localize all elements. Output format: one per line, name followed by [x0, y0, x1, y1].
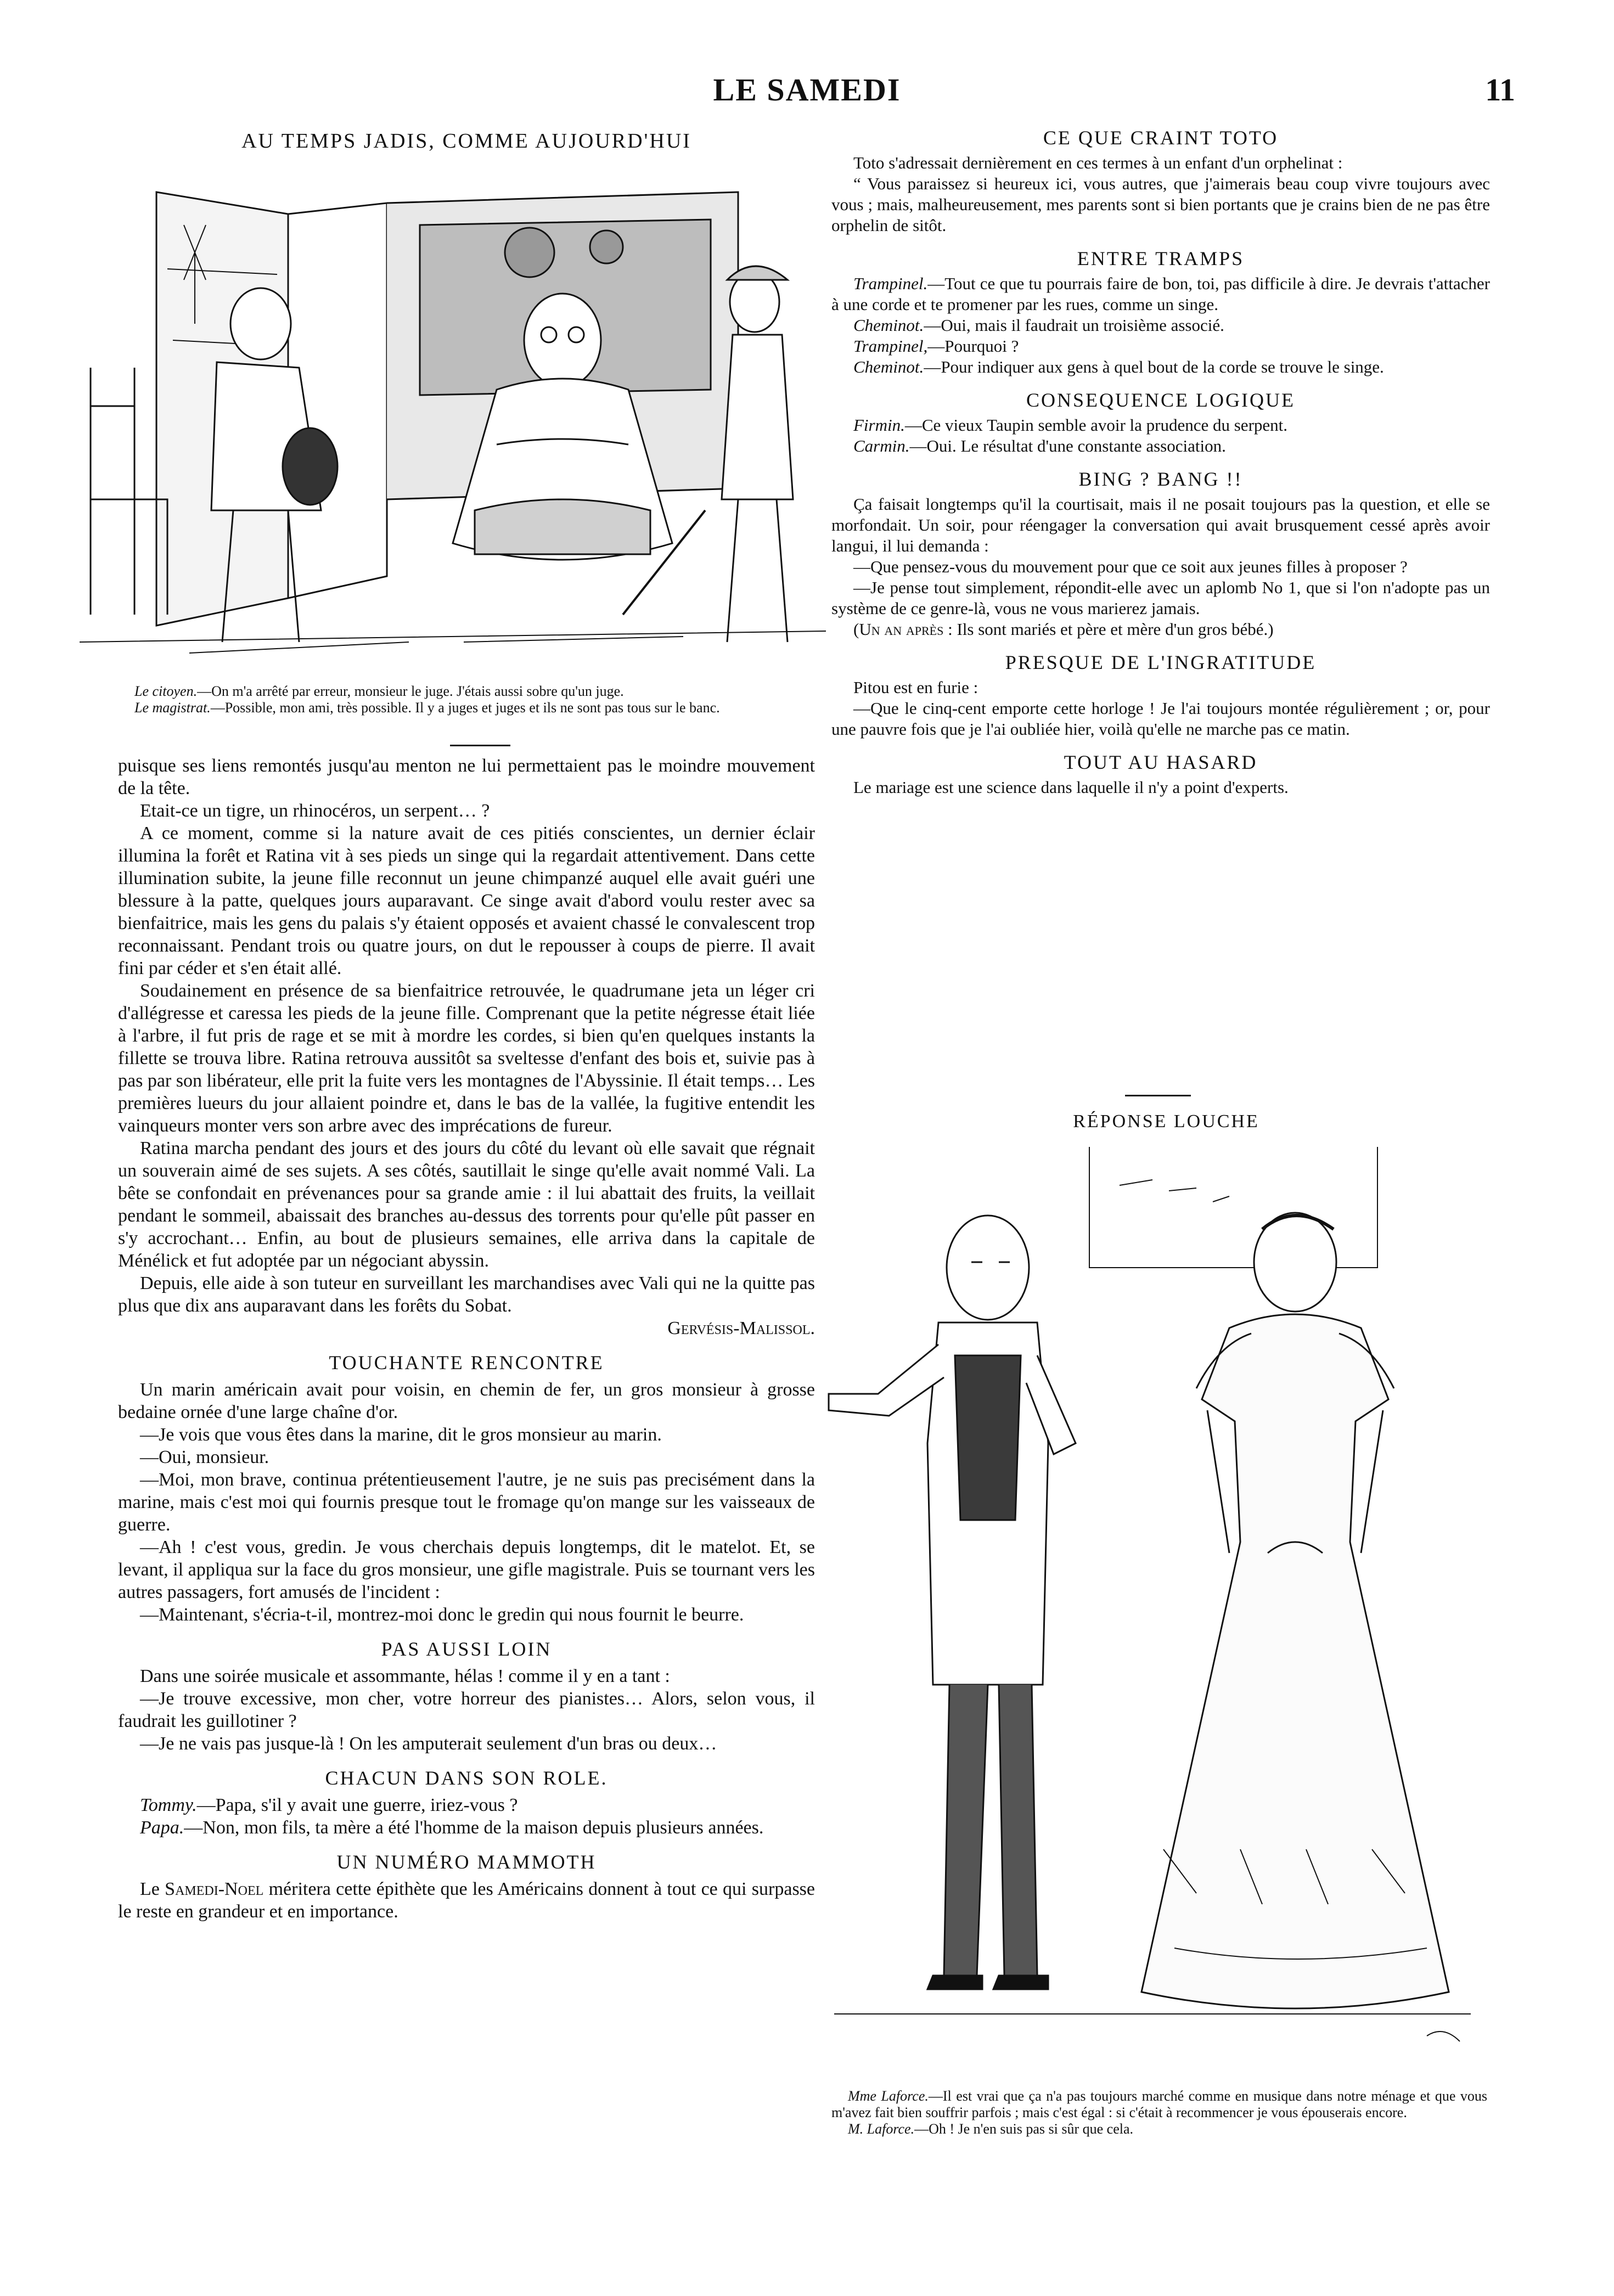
page-number: 11 [1485, 72, 1515, 108]
small-caps-text: Un an après [859, 620, 944, 639]
dialogue-text: —Pour indiquer aux gens à quel bout de la corde se trouve le singe. [924, 357, 1384, 376]
text-fragment: : Ils sont mariés et père et mère d'un gros bébé.) [948, 620, 1274, 639]
caption-line-m-laforce: —Oh ! Je n'en suis pas si sûr que cela. [914, 2121, 1134, 2137]
caption-line-mme-laforce: —Il est vrai que ça n'a pas toujours marché comme en musique dans notre ménage et que vous m'avez fait bien souffrir parfois ; mais c'est égal : si c'était à recommencer je vous épouserais encore. [831, 2088, 1487, 2120]
dialogue-line [118, 1816, 815, 1839]
speaker-papa: Papa. [140, 1817, 184, 1838]
speaker-trampinel: Trampinel, [853, 336, 928, 356]
article-paragraph: —Que pensez-vous du mouvement pour que ce soit aux jeunes filles à proposer ? [853, 557, 1408, 576]
article-paragraph: —Je pense tout simplement, répondit-elle avec un aplomb No 1, que si l'on n'adopte pas un système de ce genre-là, vous ne vous marierez jamais. [831, 578, 1490, 618]
article-paragraph: (Un an après : Ils sont mariés et père et mère d'un gros bébé.) [853, 620, 1274, 639]
heading-tout-au-hasard: TOUT AU HASARD [1064, 751, 1258, 773]
heading-chacun-dans-son-role: CHACUN DANS SON ROLE. [325, 1767, 608, 1789]
article-paragraph: —Je ne vais pas jusque-là ! On les amputerait seulement d'un bras ou deux… [140, 1734, 717, 1754]
article-paragraph: Dans une soirée musicale et assommante, hélas ! comme il y en a tant : [140, 1666, 670, 1686]
article-paragraph: Pitou est en furie : [853, 678, 978, 697]
article-paragraph: —Que le cinq-cent emporte cette horloge ! Je l'ai toujours montée régulièrement ; or, pour une pauvre fois que je l'ai oubliée hier, voilà qu'elle ne marche pas ce matin. [831, 699, 1490, 739]
story-paragraph: Soudainement en présence de sa bienfaitrice retrouvée, le quadrumane jeta un léger cri d'allégresse et caressa les pieds de la jeune fille. Comprenant que la petite négresse était liée à l'arbre, il fut pris de rage et se mit à mordre les cordes, si bien qu'en quelques instants la fillette se trouva libre. Ratina retrouva aussitôt sa sveltesse d'enfant des bois et, suivie pas à pas par son libérateur, elle prit la fuite vers les montagnes de l'Abyssinie. Il était temps… Les premières lueurs du jour allaient poindre et, dans le bas de la vallée, la fugitive entendit les vainqueurs monter vers son arbre avec des imprécations de fureur. [118, 981, 815, 1136]
caption-speaker-m-laforce: M. Laforce. [848, 2121, 915, 2137]
illustration-caption [118, 683, 823, 716]
speaker-carmin: Carmin. [853, 436, 910, 455]
speaker-firmin: Firmin. [853, 415, 905, 435]
article-paragraph: —Je trouve excessive, mon cher, votre horreur des pianistes… Alors, selon vous, il faudrait les guillotiner ? [118, 1689, 815, 1731]
article-paragraph: Le mariage est une science dans laquelle il n'y a point d'experts. [853, 778, 1289, 797]
speaker-cheminot: Cheminot. [853, 357, 924, 376]
dialogue-text: —Pourquoi ? [927, 336, 1019, 356]
speaker-trampinel: Trampinel. [853, 274, 928, 293]
dialogue-text: —Oui, mais il faudrait un troisième associé. [924, 316, 1224, 335]
dialogue-text: —Non, mon fils, ta mère a été l'homme de la maison depuis plusieurs années. [184, 1817, 764, 1838]
article-paragraph: —Ah ! c'est vous, gredin. Je vous cherchais depuis longtemps, dit le matelot. Et, se levant, il appliqua sur la face du gros monsieur, une gifle magistrale. Puis se tournant vers les autres passagers, fort amusés de l'incident : [118, 1537, 815, 1602]
story-paragraph: Etait-ce un tigre, un rhinocéros, un serpent… ? [140, 801, 490, 821]
dialogue-line [831, 336, 1490, 357]
illustration-couple [812, 1136, 1487, 2085]
article-paragraph: Toto s'adressait dernièrement en ces termes à un enfant d'un orphelinat : [853, 153, 1343, 172]
separator-rule [450, 745, 510, 746]
article-paragraph [118, 1878, 815, 1923]
article-paragraph: —Je vois que vous êtes dans la marine, dit le gros monsieur au marin. [140, 1425, 662, 1445]
reponse-louche-caption [831, 2088, 1487, 2137]
article-paragraph: “ Vous paraissez si heureux ici, vous autres, que j'aimerais beau coup vivre toujours avec vous ; mais, malheureusement, mes parents sont si bien portants que je crains bien de ne pas être orphelin de sitôt. [831, 174, 1490, 235]
dialogue-text: —Oui. Le résultat d'une constante association. [909, 436, 1226, 455]
publication-name: Samedi-Noel [165, 1879, 264, 1899]
article-paragraph: —Oui, monsieur. [140, 1447, 269, 1467]
heading-bing-bang: BING ? BANG !! [1078, 468, 1243, 490]
caption-line-citoyen: —On m'a arrêté par erreur, monsieur le juge. J'étais aussi sobre qu'un juge. [197, 683, 624, 699]
story-signature: Gervésis-Malissol. [667, 1318, 815, 1338]
dialogue-text: —Papa, s'il y avait une guerre, iriez-vous ? [196, 1795, 518, 1815]
heading-un-numero-mammoth: UN NUMÉRO MAMMOTH [336, 1851, 597, 1873]
speaker-tommy: Tommy. [140, 1795, 197, 1815]
heading-ce-que-craint-toto: CE QUE CRAINT TOTO [1043, 127, 1279, 149]
dialogue-line [831, 436, 1490, 457]
article-paragraph: Ça faisait longtemps qu'il la courtisait, mais il ne posait toujours pas la question, et elle se morfondait. Un soir, pour réengager la conversation qui avait brusquement cessé après avoir langui, il lui demanda : [831, 494, 1490, 555]
separator-rule [1125, 1095, 1191, 1096]
caption-speaker-magistrat: Le magistrat. [134, 700, 211, 716]
dialogue-line [831, 415, 1490, 436]
story-paragraph: A ce moment, comme si la nature avait de ces pitiés conscientes, un dernier éclair illumina la forêt et Ratina vit à ses pieds un singe qui la regardait attentivement. Dans cette illumination subite, la jeune fille reconnut un jeune chimpanzé auquel elle avait guéri une blessure à la patte, quelques jours auparavant. Ce singe avait d'abord voulu rester avec sa bienfaitrice, mais les gens du palais s'y étaient opposés et avaient chassé le convalescent trop reconnaissant. Pendant trois ou quatre jours, on dut le repousser à coups de pierre. Il avait fini par céder et s'en était allé. [118, 823, 815, 978]
heading-pas-aussi-loin: PAS AUSSI LOIN [381, 1638, 552, 1660]
left-column-story [118, 755, 815, 1923]
text-fragment: Le [140, 1879, 160, 1899]
heading-reponse-louche: RÉPONSE LOUCHE [1073, 1111, 1259, 1132]
newspaper-title: LE SAMEDI [713, 72, 901, 108]
article-paragraph: Un marin américain avait pour voisin, en chemin de fer, un gros monsieur à grosse bedaine ornée d'une large chaîne d'or. [118, 1380, 815, 1422]
story-paragraph: Ratina marcha pendant des jours et des jours du côté du levant où elle savait que régnait un souverain aimé de ses sujets. A ses côtés, sautillait le singe qu'elle avait nommé Vali. La bête se confondait en prévenances pour sa grande amie : il lui abattait des fruits, la veillait pendant le sommeil, abaissait des branches au-dessus des torrents pour qu'elle pût passer en s'y accrochant… Enfin, au bout de plusieurs semaines, elle arriva dans la capitale de Ménélick et fut adoptée par un négociant abyssin. [118, 1138, 815, 1271]
caption-speaker-citoyen: Le citoyen. [134, 683, 198, 699]
heading-touchante-rencontre: TOUCHANTE RENCONTRE [329, 1352, 604, 1374]
dialogue-line [831, 315, 1490, 336]
dialogue-line [118, 1794, 815, 1816]
illustration-title: AU TEMPS JADIS, COMME AUJOURD'HUI [241, 130, 691, 153]
dialogue-text: —Ce vieux Taupin semble avoir la prudence du serpent. [904, 415, 1288, 435]
text-fragment: méritera cette épithète que les Américains donnent à tout ce qui surpasse le reste en grandeur et en importance. [118, 1879, 816, 1922]
dialogue-text: —Tout ce que tu pourrais faire de bon, toi, pas difficile à dire. Je devrais t'attacher à une corde et te promener par les rues, comme un singe. [831, 274, 1490, 314]
article-paragraph: —Maintenant, s'écria-t-il, montrez-moi donc le gredin qui nous fournit le beurre. [140, 1605, 744, 1625]
story-paragraph: puisque ses liens remontés jusqu'au menton ne lui permettaient pas le moindre mouvement de la tête. [118, 756, 815, 798]
caption-line-magistrat: —Possible, mon ami, très possible. Il y a juges et juges et ils ne sont pas tous sur le banc. [210, 700, 720, 716]
story-paragraph: Depuis, elle aide à son tuteur en surveillant les marchandises avec Vali qui ne la quitte pas plus que dix ans auparavant dans les forêts du Sobat. [118, 1273, 815, 1316]
article-paragraph: —Moi, mon brave, continua prétentieusement l'autre, je ne suis pas precisément dans la marine, mais c'est moi qui fournis presque tout le fromage qu'on mange sur les vaisseaux de guerre. [118, 1470, 815, 1535]
caption-speaker-mme-laforce: Mme Laforce. [848, 2088, 929, 2104]
heading-presque-de-lingratitude: PRESQUE DE L'INGRATITUDE [1005, 651, 1317, 673]
speaker-cheminot: Cheminot. [853, 316, 924, 335]
heading-consequence-logique: CONSEQUENCE LOGIQUE [1026, 389, 1295, 411]
right-column [831, 127, 1490, 798]
masthead [0, 71, 1614, 115]
heading-entre-tramps: ENTRE TRAMPS [1077, 247, 1245, 269]
illustration-court-scene [80, 159, 826, 675]
dialogue-line [831, 273, 1490, 315]
dialogue-line [831, 357, 1490, 378]
